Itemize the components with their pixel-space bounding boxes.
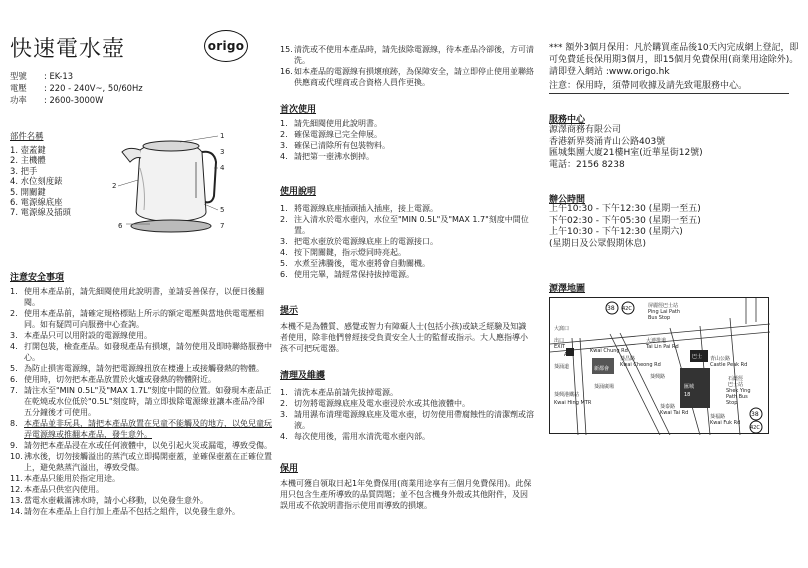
map-title: 源澤地圖	[549, 284, 586, 294]
callout-5: 5	[220, 206, 225, 214]
part-item: 5. 開關鍵	[10, 186, 46, 197]
map-label-kwaichung-cn: 葵涌道	[554, 364, 570, 370]
list-item: 5. 水煮至沸騰後，電水壺將會自動關機。	[280, 259, 430, 268]
map-label-busstop1-stop: Bus Stop	[648, 315, 671, 321]
spec-key: 功率	[10, 95, 27, 105]
list-item: 16. 如本產品的電源線有損壞痕跡，為保障安全，請立即停止使用並聯絡供應商或代理商或合資格人員作更換。	[280, 67, 534, 87]
list-item: 6. 使用完畢，請經常保持拔掉電源。	[280, 270, 414, 279]
parts-list	[10, 145, 71, 218]
caution-text: 注意：保用時，須帶同收據及請先致電服務中心。	[549, 81, 748, 91]
map-label-castlepeak-en: Castle Peak Rd	[710, 362, 748, 368]
map-label-exit-en: EXIT	[554, 344, 566, 350]
warranty-text: 本機可獲自領取日起1年免費保用(商業用途享有三個月免費保用)。此保用只包含生產所導致的品質問題；並不包含機身外殼或其他附件，及因誤用或不依說明書指示使用而導致的損壞。	[280, 479, 532, 510]
notice-text: 本機不是為體質、感覺或智力有障礙人士(包括小孩)或缺乏經驗及知識者使用，除非他們曾經接受負責安全人士的監督或指示。大人應指導小孩不可把玩電器。	[280, 322, 528, 353]
map-route-42cb: 42C	[750, 425, 760, 431]
callout-4: 4	[220, 164, 225, 172]
safety-title: 注意安全事項	[10, 273, 65, 283]
warranty-title: 保用	[280, 464, 299, 474]
map-label-exit-a: A	[564, 352, 568, 358]
map-label-bus: 巴士	[692, 354, 703, 360]
list-item: 4. 每次使用後，需用水清洗電水壺內部。	[280, 432, 430, 441]
hours-line: (星期日及公眾假期休息)	[549, 238, 647, 249]
hours-title: 辦公時間	[549, 195, 586, 205]
divider	[549, 93, 789, 94]
notice-title: 提示	[280, 306, 299, 316]
first-use-list	[280, 118, 536, 162]
service-info	[549, 125, 799, 171]
map-label-kwaichung-en: Kwai Chung Rd	[590, 348, 628, 354]
map-label-busstop2-en1: Shek Ying	[726, 388, 751, 394]
usage-title: 使用說明	[280, 187, 317, 197]
map-label-busstop1: 屏麗徑巴士站	[648, 303, 679, 309]
hours-line: 上午10:30 - 下午12:30 (星期一至五)	[549, 204, 701, 214]
list-item: 3. 本產品只可以用附設的電源線使用。	[10, 331, 152, 340]
map-label-busstop2-b: 巴士站	[728, 382, 744, 388]
map-label-kwaitai-cn: 葵泰路	[660, 404, 676, 410]
map-label-kwaicheong-en: Kwai Cheong Rd	[620, 362, 661, 368]
spec-list	[10, 70, 143, 106]
kettle-illustration	[110, 128, 232, 236]
map-label-busstop2: 石蔭徑	[728, 376, 744, 382]
list-item: 2. 確保電源線已完全伸展。	[280, 130, 382, 139]
map-label-wuicity: 匯城	[684, 384, 695, 390]
callout-1: 1	[220, 132, 225, 140]
list-item: 10. 沸水後，切勿接觸溢出的蒸汽或立即揭開壺蓋，並確保壺蓋在正確位置上，避免熱蒸汽溢出，導致受傷。	[10, 452, 272, 472]
spec-value: : EK-13	[44, 71, 74, 81]
service-line: 匯城集團大廈21樓H室(近華星街12號)	[549, 148, 703, 158]
list-item: 1. 將電源線底座插頭插入插座，接上電源。	[280, 204, 438, 213]
callout-2: 2	[112, 182, 117, 190]
list-item: 2. 切勿將電源線底座及電水壺浸於水或其他液體中。	[280, 399, 470, 408]
list-item: 9. 請勿把本產品浸在水或任何液體中，以免引起火災或漏電，導致受傷。	[10, 441, 272, 450]
hours-line: 下午02:30 - 下午05:30 (星期一至五)	[549, 215, 701, 226]
map-label-kwaihing-en: Kwai Hing MTR	[554, 400, 592, 406]
spec-key: 型號	[10, 71, 27, 81]
hours-line: 上午10:30 - 下午12:30 (星期六)	[549, 227, 683, 237]
hours-info	[549, 204, 799, 250]
map-label-kwaihing-rd: 葵興路	[650, 374, 666, 380]
part-item: 6. 電源線底座	[10, 197, 63, 208]
map-label-kcplaza: 葵涌廣場	[594, 384, 615, 390]
map-label-kwaifuk-cn: 葵福路	[710, 414, 726, 420]
map-label-castlepeak-cn: 青山公路	[710, 356, 731, 362]
callout-3: 3	[220, 148, 225, 156]
usage-list	[280, 203, 536, 280]
map-label-busstop2-en2: Path Bus	[726, 394, 748, 400]
first-use-title: 首次使用	[280, 105, 317, 115]
extra-warranty-text: *** 額外3個月保用：凡於購買產品後10天內完成網上登記，即可免費延長保用期3個月，即15個月免費保用(商業用途除外)。請即登入網站 :www.origo.hk	[549, 43, 799, 77]
list-item: 12. 本產品只供室內使用。	[10, 485, 104, 494]
map-drawing	[550, 298, 770, 435]
safety-list	[10, 286, 272, 517]
list-item: 2. 注入清水於電水壺內，水位至"MIN 0.5L"及"MAX 1.7"刻度中間位置。	[280, 215, 529, 235]
callout-6: 6	[118, 222, 123, 230]
safety-cont-list	[280, 44, 536, 88]
list-item: 14. 請勿在本產品上自行加上產品不包括之組件，以免發生意外。	[10, 507, 240, 516]
list-item: 5. 為防止損害電源線，請勿把電源線扭放在棲邊上或接觸發熱的物體。	[10, 364, 264, 373]
part-item: 4. 水位刻度錶	[10, 176, 63, 187]
list-item: 4. 請把第一壺沸水倒掉。	[280, 152, 374, 161]
map-label-busstop1-en: Ping Lai Path	[648, 309, 681, 315]
spec-value: : 220 - 240V~, 50/60Hz	[44, 83, 143, 93]
list-item: 1. 清洗本產品前請先拔掉電源。	[280, 388, 398, 397]
service-title: 服務中心	[549, 115, 586, 125]
map-label-tailinpai-en: Tai Lin Pai Rd	[646, 344, 679, 350]
list-item: 1. 請先細閱使用此說明書。	[280, 119, 382, 128]
map-route-42ca: 42C	[622, 306, 632, 312]
map-label-kwaicheong-cn: 葵昌路	[620, 356, 636, 362]
spec-key: 電壓	[10, 83, 27, 93]
part-item: 3. 把手	[10, 165, 38, 176]
list-item: 11. 本產品只能用於指定用途。	[10, 474, 120, 483]
location-map	[549, 297, 769, 434]
map-label-kwaihing-cn: 葵興港鐵站	[554, 392, 580, 398]
part-item: 2. 主機體	[10, 155, 46, 166]
list-item: 13. 當電水壺載滿沸水時，請小心移動，以免發生意外。	[10, 496, 208, 505]
list-item: 4. 按下開關鍵，指示燈同時亮起。	[280, 248, 406, 257]
spec-value: : 2600-3000W	[44, 95, 104, 105]
list-item: 3. 把電水壺放於電源線底座上的電源接口。	[280, 237, 438, 246]
list-item: 1. 使用本產品前，請先細閱使用此說明書，並請妥善保存，以便日後翻閱。	[10, 287, 264, 307]
list-item: 3. 請用濕布清理電源線底座及電水壺，切勿使用帶腐蝕性的清潔劑或溶液。	[280, 410, 534, 430]
map-label-18: 18	[684, 392, 691, 398]
map-label-busstop2-en3: Stop	[726, 400, 738, 406]
part-item: 7. 電源線及插頭	[10, 207, 71, 218]
map-label-metroplaza: 新都會	[594, 366, 610, 372]
map-label-tailinpai-cn: 大連排道	[646, 338, 667, 344]
origo-logo: origo	[204, 30, 248, 62]
service-line: 電話：2156 8238	[549, 159, 625, 170]
map-route-38b: 38	[751, 411, 759, 418]
callout-7: 7	[220, 222, 225, 230]
map-label-taiwohau: 大窩口	[554, 326, 570, 332]
list-item: 4. 打開包裝，檢查產品。如發現產品有損壞，請勿使用及即時聯絡服務中心。	[10, 342, 272, 362]
map-route-38a: 38	[607, 305, 615, 312]
map-label-kwaitai-en: Kwai Tai Rd	[660, 410, 689, 416]
list-item: 15. 清洗或不使用本產品時，請先拔除電源線，待本產品冷卻後，方可清洗。	[280, 45, 534, 65]
list-item: 2. 使用本產品前，請確定規格標貼上所示的額定電壓與當地供電電壓相同。如有疑問可向服務中心查詢。	[10, 309, 264, 329]
parts-title: 部件名稱	[10, 131, 44, 141]
part-item: 1. 壺蓋鍵	[10, 145, 46, 155]
cleaning-title: 清理及維護	[280, 371, 326, 381]
list-item: 8. 本產品並非玩具，請把本產品放置在兒童不能觸及的地方，以免兒童玩弄電源線或推翻本產品，發生意外。	[10, 419, 272, 439]
list-item: 7. 請注水至"MIN 0.5L"及"MAX 1.7L"刻度中間的位置。如發現本產品正在乾燒或水位低於"0.5L"刻度時，請立即拔除電源線並讓本產品冷卻五分鐘後才可使用。	[10, 386, 272, 417]
cleaning-list	[280, 387, 536, 442]
map-label-kwaifuk-en: Kwai Fuk Rd	[710, 420, 741, 426]
service-line: 香港新界葵涌青山公路403號	[549, 136, 666, 147]
service-line: 源澤商務有限公司	[549, 125, 622, 135]
list-item: 6. 使用時，切勿把本產品放置於火爐或發熱的物體附近。	[10, 375, 216, 384]
page-title: 快速電水壺	[10, 37, 126, 62]
map-label-exit-cn: 出口	[554, 338, 565, 344]
list-item: 3. 確保已清除所有包裝物料。	[280, 141, 390, 150]
